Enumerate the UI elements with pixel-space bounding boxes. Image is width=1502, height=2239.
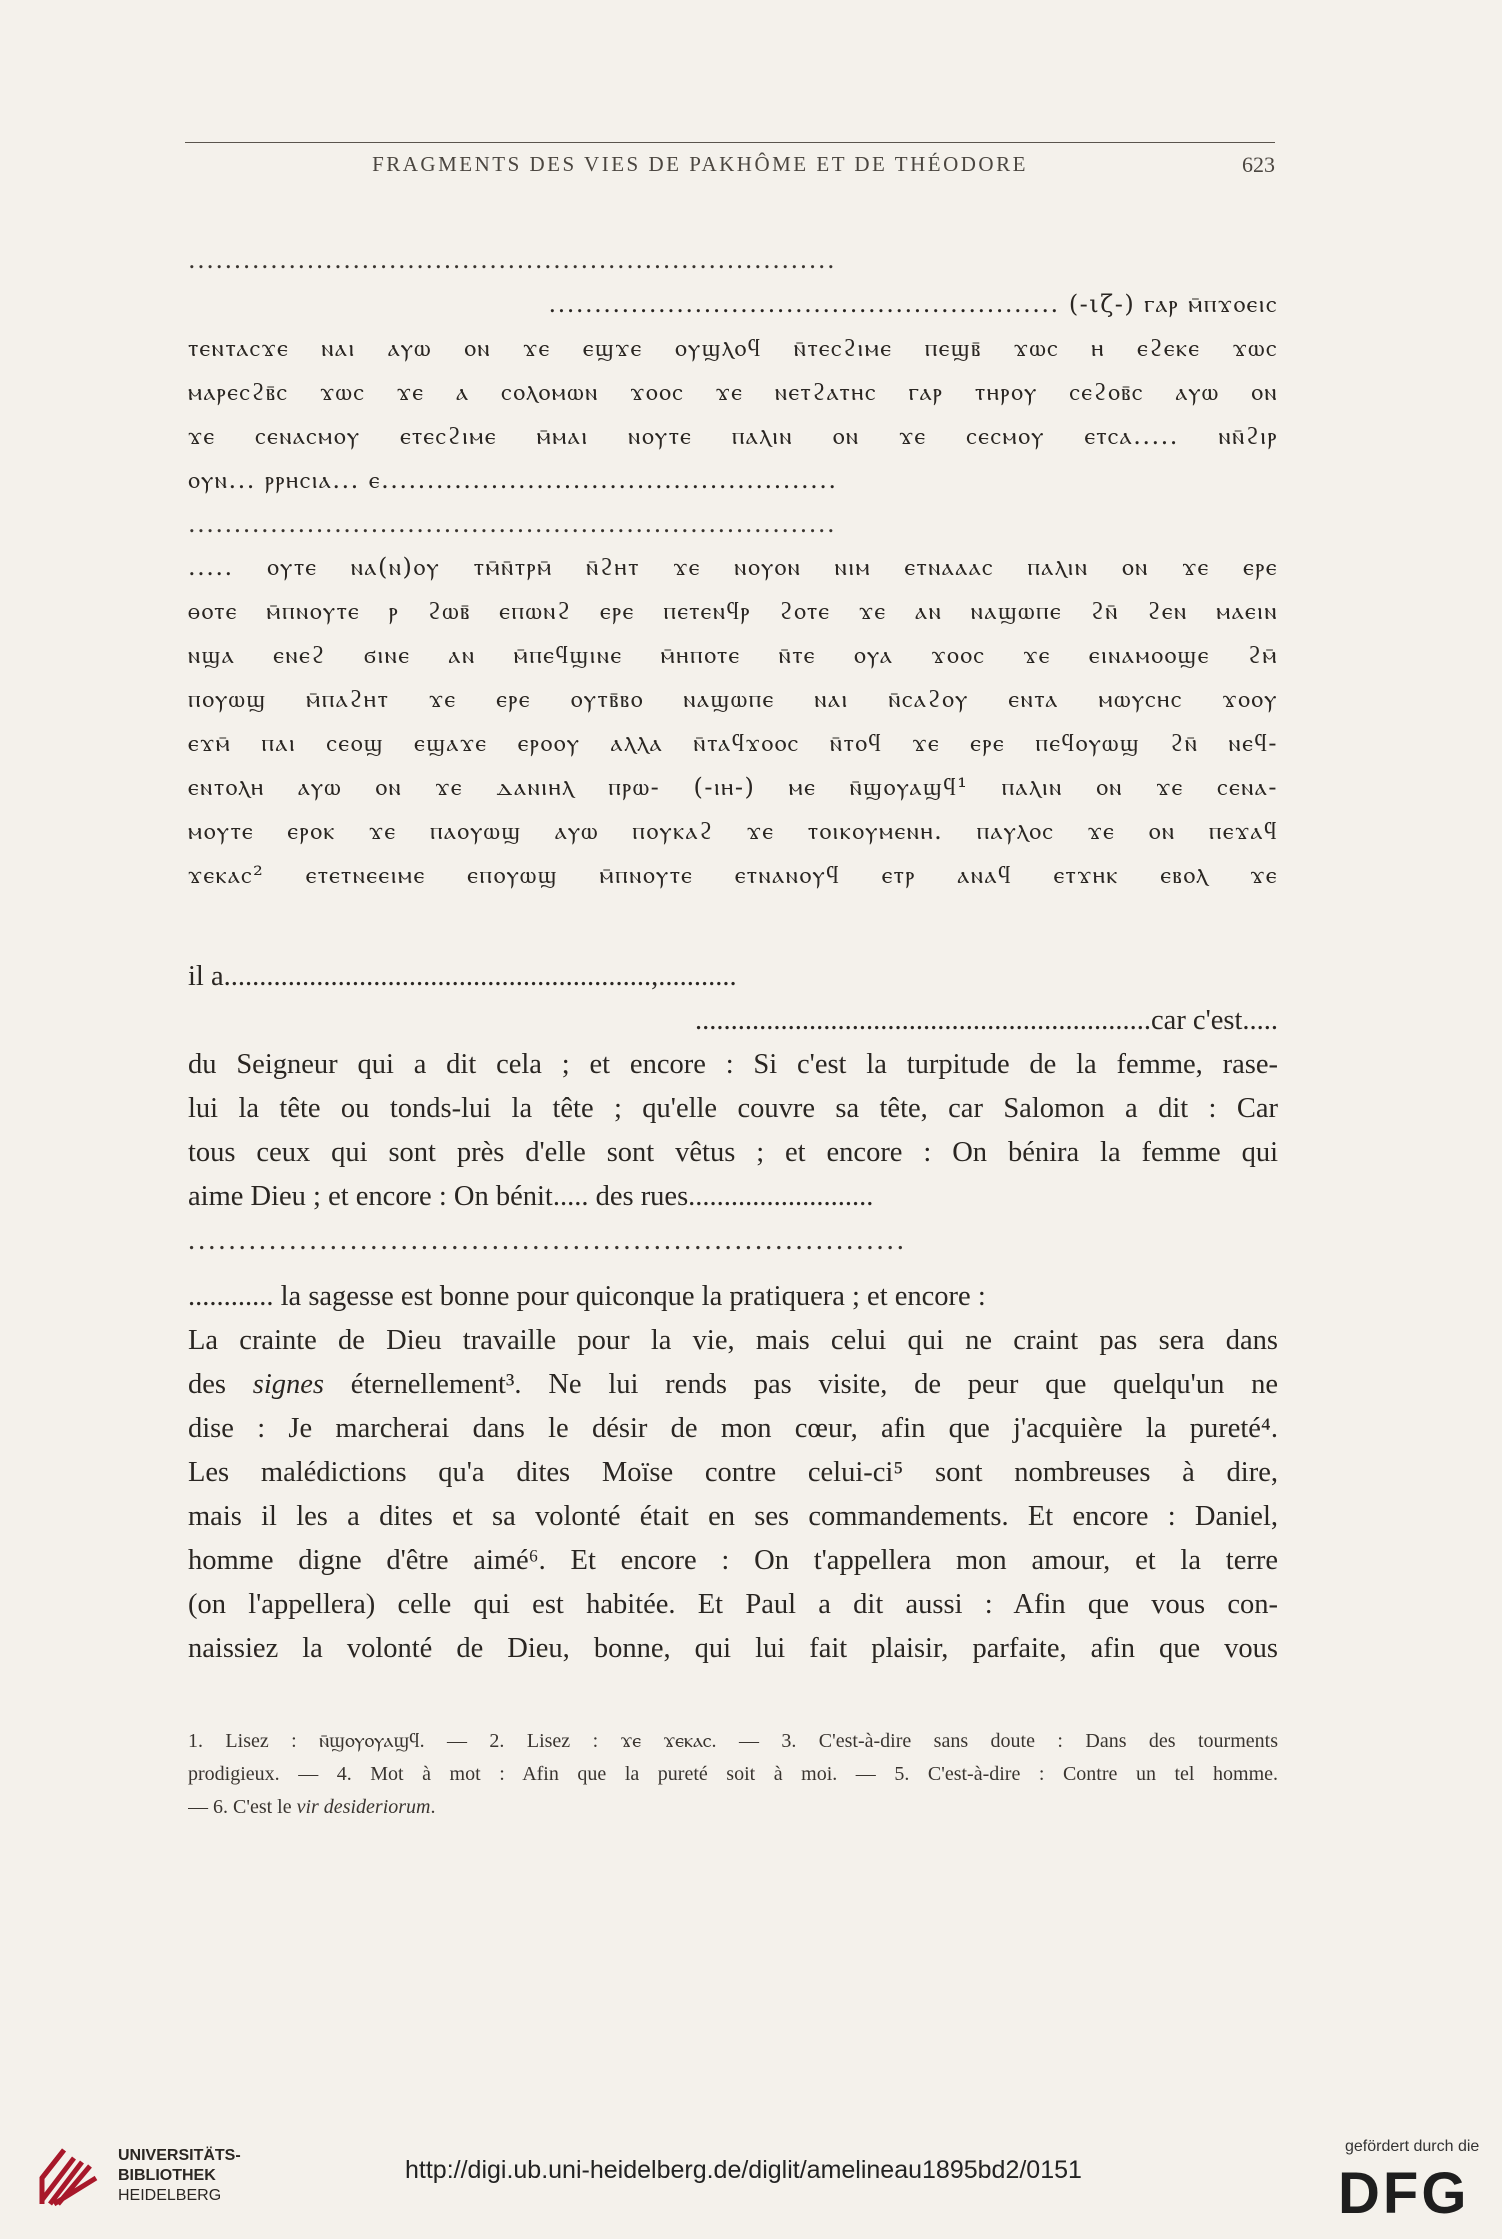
library-name-line: HEIDELBERG [118, 2187, 222, 2204]
text-line: il a............................................................,........... [188, 961, 737, 992]
text-line: ⲙⲟⲩⲧⲉ ⲉⲣⲟⲕ ϫⲉ ⲡⲁⲟⲩⲱϣ ⲁⲩⲱ ⲡⲟⲩⲕⲁϩ ϫⲉ ⲧⲟⲓⲕⲟⲩⲙⲉⲛⲏ. ⲡⲁⲩⲗⲟⲥ ϫⲉ ⲟⲛ ⲡⲉϫⲁϥ [188, 817, 1278, 845]
text-line: La crainte de Dieu travaille pour la vie, mais celui qui ne craint pas sera dans [188, 1325, 1278, 1356]
text-line: ....................................................................... [188, 510, 837, 538]
text-line: ⲧⲉⲛⲧⲁⲥϫⲉ ⲛⲁⲓ ⲁⲩⲱ ⲟⲛ ϫⲉ ⲉϣϫⲉ ⲟⲩϣⲗⲟϥ ⲛ̄ⲧⲉⲥϩⲓⲙⲉ ⲡⲉϣⲃ̄ ϫⲱⲥ ⲏ ⲉϩⲉⲕⲉ ϫⲱⲥ [188, 334, 1278, 362]
university-library-logo-icon [34, 2138, 104, 2208]
text-line: dise : Je marcherai dans le désir de mon cœur, afin que j'acquière la pureté⁴. [188, 1413, 1278, 1444]
footnote-line: prodigieux. — 4. Mot à mot : Afin que la pureté soit à moi. — 5. C'est-à-dire : Contre un tel homme. [188, 1763, 1278, 1785]
source-url-link[interactable]: http://digi.ub.uni-heidelberg.de/diglit/amelineau1895bd2/0151 [405, 2156, 1082, 2184]
header-rule [185, 142, 1275, 143]
french-text-block-2 [188, 1275, 1278, 1671]
text-line: ϫⲉⲕⲁⲥ² ⲉⲧⲉⲧⲛⲉⲉⲓⲙⲉ ⲉⲡⲟⲩⲱϣ ⲙ̄ⲡⲛⲟⲩⲧⲉ ⲉⲧⲛⲁⲛⲟⲩϥ ⲉⲧⲣ ⲁⲛⲁϥ ⲉⲧϫⲏⲕ ⲉⲃⲟⲗ ϫⲉ [188, 861, 1278, 889]
text-line: naissiez la volonté de Dieu, bonne, qui lui fait plaisir, parfaite, afin que vous [188, 1633, 1278, 1664]
text-line: ⲉⲛⲧⲟⲗⲏ ⲁⲩⲱ ⲟⲛ ϫⲉ ⲇⲁⲛⲓⲏⲗ ⲡⲣⲱ- (-ⲓⲏ-) ⲙⲉ ⲛ̄ϣⲟⲩⲁϣϥ¹ ⲡⲁⲗⲓⲛ ⲟⲛ ϫⲉ ⲥⲉⲛⲁ- [188, 773, 1278, 801]
text-line: ϫⲉ ⲥⲉⲛⲁⲥⲙⲟⲩ ⲉⲧⲉⲥϩⲓⲙⲉ ⲙ̄ⲙⲁⲓ ⲛⲟⲩⲧⲉ ⲡⲁⲗⲓⲛ ⲟⲛ ϫⲉ ⲥⲉⲥⲙⲟⲩ ⲉⲧⲥⲁ..... ⲛⲛ̄ϩⲓⲣ [188, 422, 1278, 450]
library-name [118, 2146, 241, 2206]
text-line: ⲉϫⲙ̄ ⲡⲁⲓ ⲥⲉⲟϣ ⲉϣⲁϫⲉ ⲉⲣⲟⲟⲩ ⲁⲗⲗⲁ ⲛ̄ⲧⲁϥϫⲟⲟⲥ ⲛ̄ⲧⲟϥ ϫⲉ ⲉⲣⲉ ⲡⲉϥⲟⲩⲱϣ ϩⲛ̄ ⲛⲉϥ- [188, 729, 1278, 757]
text-line: ⲛϣⲁ ⲉⲛⲉϩ ϭⲓⲛⲉ ⲁⲛ ⲙ̄ⲡⲉϥϣⲓⲛⲉ ⲙ̄ⲏⲡⲟⲧⲉ ⲛ̄ⲧⲉ ⲟⲩⲁ ϫⲟⲟⲥ ϫⲉ ⲉⲓⲛⲁⲙⲟⲟϣⲉ ϩⲙ̄ [188, 641, 1278, 669]
page-number: 623 [1242, 152, 1275, 177]
text-line: ⲡⲟⲩⲱϣ ⲙ̄ⲡⲁϩⲏⲧ ϫⲉ ⲉⲣⲉ ⲟⲩⲧⲃ̄ⲃⲟ ⲛⲁϣⲱⲡⲉ ⲛⲁⲓ ⲛ̄ⲥⲁϩⲟⲩ ⲉⲛⲧⲁ ⲙⲱⲩⲥⲏⲥ ϫⲟⲟⲩ [188, 685, 1278, 713]
footnote-line: 1. Lisez : ⲛ̄ϣⲟⲩⲟⲩⲁϣϥ. — 2. Lisez : ϫⲉ ϫⲉⲕⲁⲥ. — 3. C'est-à-dire sans doute : Dans des tourments [188, 1730, 1278, 1752]
text-line: ..... ⲟⲩⲧⲉ ⲛⲁ(ⲛ)ⲟⲩ ⲧⲙ̄ⲛ̄ⲧⲣⲙ̄ ⲛ̄ϩⲏⲧ ϫⲉ ⲛⲟⲩⲟⲛ ⲛⲓⲙ ⲉⲧⲛⲁⲁⲁⲥ ⲡⲁⲗⲓⲛ ⲟⲛ ϫⲉ ⲉⲣⲉ [188, 553, 1278, 581]
text-line: tous ceux qui sont près d'elle sont vêtus ; et encore : On bénira la femme qui [188, 1137, 1278, 1168]
coptic-text-block-2 [188, 545, 1278, 897]
text-span: éternellement³. Ne lui rends pas visite, de peur que quelqu'un ne [324, 1369, 1278, 1400]
text-line: (on l'appellera) celle qui est habitée. Et Paul a dit aussi : Afin que vous con- [188, 1589, 1278, 1620]
text-line [188, 1363, 1278, 1407]
dfg-logo: DFG [1338, 2161, 1470, 2226]
text-line: Les malédictions qu'a dites Moïse contre celui-ci⁵ sont nombreuses à dire, [188, 1457, 1278, 1488]
text-span: — 6. C'est le [188, 1796, 297, 1818]
funding-caption: gefördert durch die [1345, 2138, 1480, 2155]
text-line: ........................................................ (-ιζ-) ⲅⲁⲣ ⲙ̄ⲡϫⲟⲉⲓⲥ [548, 290, 1278, 318]
coptic-text-block-1 [188, 238, 1278, 546]
footnote-line [188, 1791, 1278, 1824]
text-line: du Seigneur qui a dit cela ; et encore : Si c'est la turpitude de la femme, rase- [188, 1049, 1278, 1080]
text-line: mais il les a dites et sa volonté était en ses commandements. Et encore : Daniel, [188, 1501, 1278, 1532]
library-name-line: UNIVERSITÄTS- [118, 2147, 241, 2164]
text-span: des [188, 1369, 253, 1400]
running-head: FRAGMENTS DES VIES DE PAKHÔME ET DE THÉODORE [372, 152, 1028, 176]
text-line: aime Dieu ; et encore : On bénit..... des rues.......................... [188, 1181, 874, 1212]
text-line: ⲙⲁⲣⲉⲥϩⲃ̄ⲥ ϫⲱⲥ ϫⲉ ⲁ ⲥⲟⲗⲟⲙⲱⲛ ϫⲟⲟⲥ ϫⲉ ⲛⲉⲧϩⲁⲧⲏⲥ ⲅⲁⲣ ⲧⲏⲣⲟⲩ ⲥⲉϩⲟⲃ̄ⲥ ⲁⲩⲱ ⲟⲛ [188, 378, 1278, 406]
text-line: ............ la sagesse est bonne pour quiconque la pratiquera ; et encore : [188, 1281, 986, 1312]
italic-word: signes [252, 1369, 325, 1400]
text-line: ................................................................car c'est..... [695, 1005, 1278, 1036]
text-line: ⲑⲟⲧⲉ ⲙ̄ⲡⲛⲟⲩⲧⲉ ⲣ ϩⲱⲃ̄ ⲉⲡⲱⲛϩ ⲉⲣⲉ ⲡⲉⲧⲉⲛϥⲣ ϩⲟⲧⲉ ϫⲉ ⲁⲛ ⲛⲁϣⲱⲡⲉ ϩⲛ̄ ϩⲉⲛ ⲙⲁⲉⲓⲛ [188, 597, 1278, 625]
text-line: ....................................................................... [188, 1225, 907, 1256]
text-line: ⲟⲩⲛ... ⲣⲣⲏⲥⲓⲁ... ⲉ.................................................. [188, 466, 838, 494]
digitization-footer [0, 2130, 1502, 2239]
text-line: lui la tête ou tonds-lui la tête ; qu'elle couvre sa tête, car Salomon a dit : Car [188, 1093, 1278, 1124]
footnotes [188, 1725, 1278, 1824]
library-name-line: BIBLIOTHEK [118, 2167, 216, 2184]
text-line: homme digne d'être aimé⁶. Et encore : On t'appellera mon amour, et la terre [188, 1545, 1278, 1576]
italic-title: vir desideriorum [296, 1796, 431, 1818]
text-line: ....................................................................... [188, 246, 837, 274]
text-span: . [430, 1796, 436, 1818]
page-header [185, 152, 1275, 182]
french-text-block-1 [188, 955, 1278, 1263]
